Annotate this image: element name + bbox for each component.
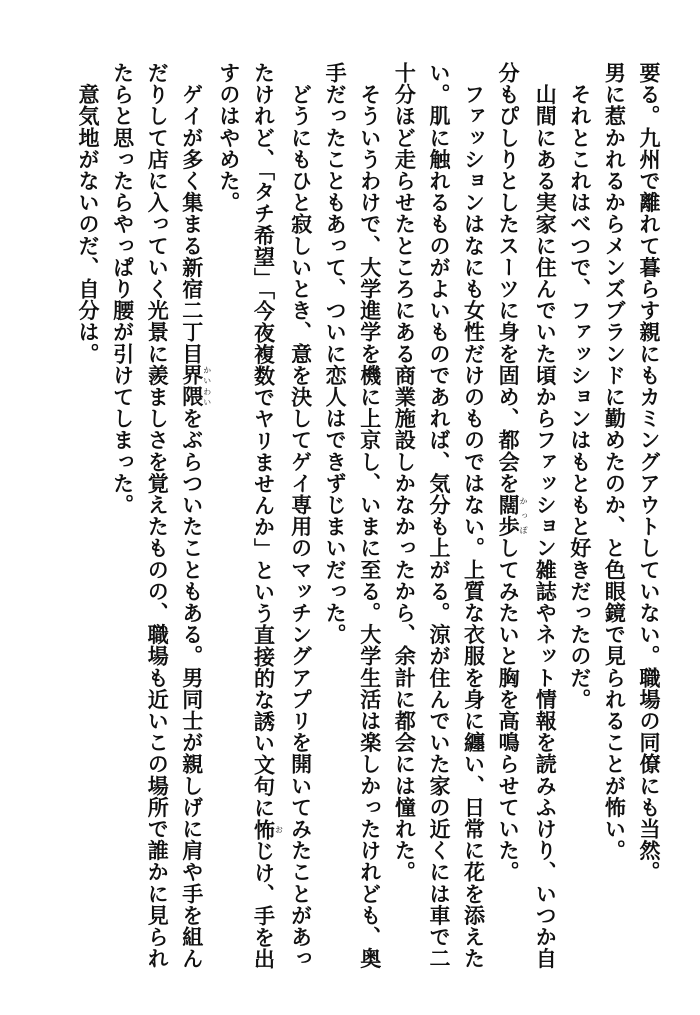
text-line-7: い。肌に触れるものがよいものであれば、気分も上がる。涼が住んでいた家の近くには車で二 [426,62,452,970]
text-line-3: それとこれはべつで、ファッションはもともと好きだったのだ。 [567,62,593,710]
text-line-5 [491,62,528,982]
vertical-text-body [70,62,666,982]
text-line-5-part-1: 分もぴしりとしたスーツに身を固め、都会を [496,62,522,494]
text-line-4: 山間にある実家に住んでいた頃からファッション雑誌やネット情報を読みふけり、いつか自 [533,62,559,970]
text-line-12 [246,62,283,982]
text-line-10: 手だったこともあって、ついに恋人はできずじまいだった。 [323,62,349,646]
ruby-kaiwai: 界隈かいわい [179,364,212,408]
text-line-14-part-1: ゲイが多く集まる新宿二丁目 [179,62,205,365]
text-line-8: 十分ほど走らせたところにある商業施設しかなかったから、余計に都会には憧れた。 [392,62,418,883]
ruby-kaiwai-reading: かいわい [202,364,212,408]
text-line-11: どうにもひと寂しいとき、意を決してゲイ専用のマッチングアプリを開いてみたことがあっ [288,62,314,970]
text-line-17: 意気地がないのだ、自分は。 [76,62,101,365]
text-line-5-part-2: してみたいと胸を高鳴らせていた。 [496,537,522,883]
text-line-14-part-2: をぶらついたこともある。男同士が親しげに肩や手を組ん [179,407,205,970]
text-line-15: だりして店に入っていく光景に羨ましさを覚えたものの、職場も近いこの場所で誰かに見られ [145,62,171,970]
ruby-oji-reading: お [274,818,284,841]
ruby-kappo: 闊歩かっぽ [496,494,529,538]
text-line-9: そういうわけで、大学進学を機に上京し、いまに至る。大学生活は楽しかったけれども、奥 [357,62,383,970]
text-line-14 [174,62,211,982]
text-line-2: 男に惹かれるからメンズブランドに勤めたのか、と色眼鏡で見られることが怖い。 [602,62,628,862]
text-line-12-part-1: たけれど、「タチ希望」「今夜複数でヤリませんか」という直接的な誘い文句に [251,62,277,819]
ruby-oji: 怖お [251,818,284,841]
text-line-12-part-2: じけ、手を出 [251,840,277,970]
text-line-13: すのはやめた。 [216,62,242,214]
text-line-1: 要る。九州で離れて暮らす親にもカミングアウトしていない。職場の同僚にも当然。 [637,62,662,883]
text-line-6: ファッションはなにも女性だけのものではない。上質な衣服を身に纏い、日常に花を添えた [461,62,487,970]
text-line-16: たらと思ったらやっぱり腰が引けてしまった。 [110,62,136,516]
ruby-kappo-reading: かっぽ [519,494,529,538]
